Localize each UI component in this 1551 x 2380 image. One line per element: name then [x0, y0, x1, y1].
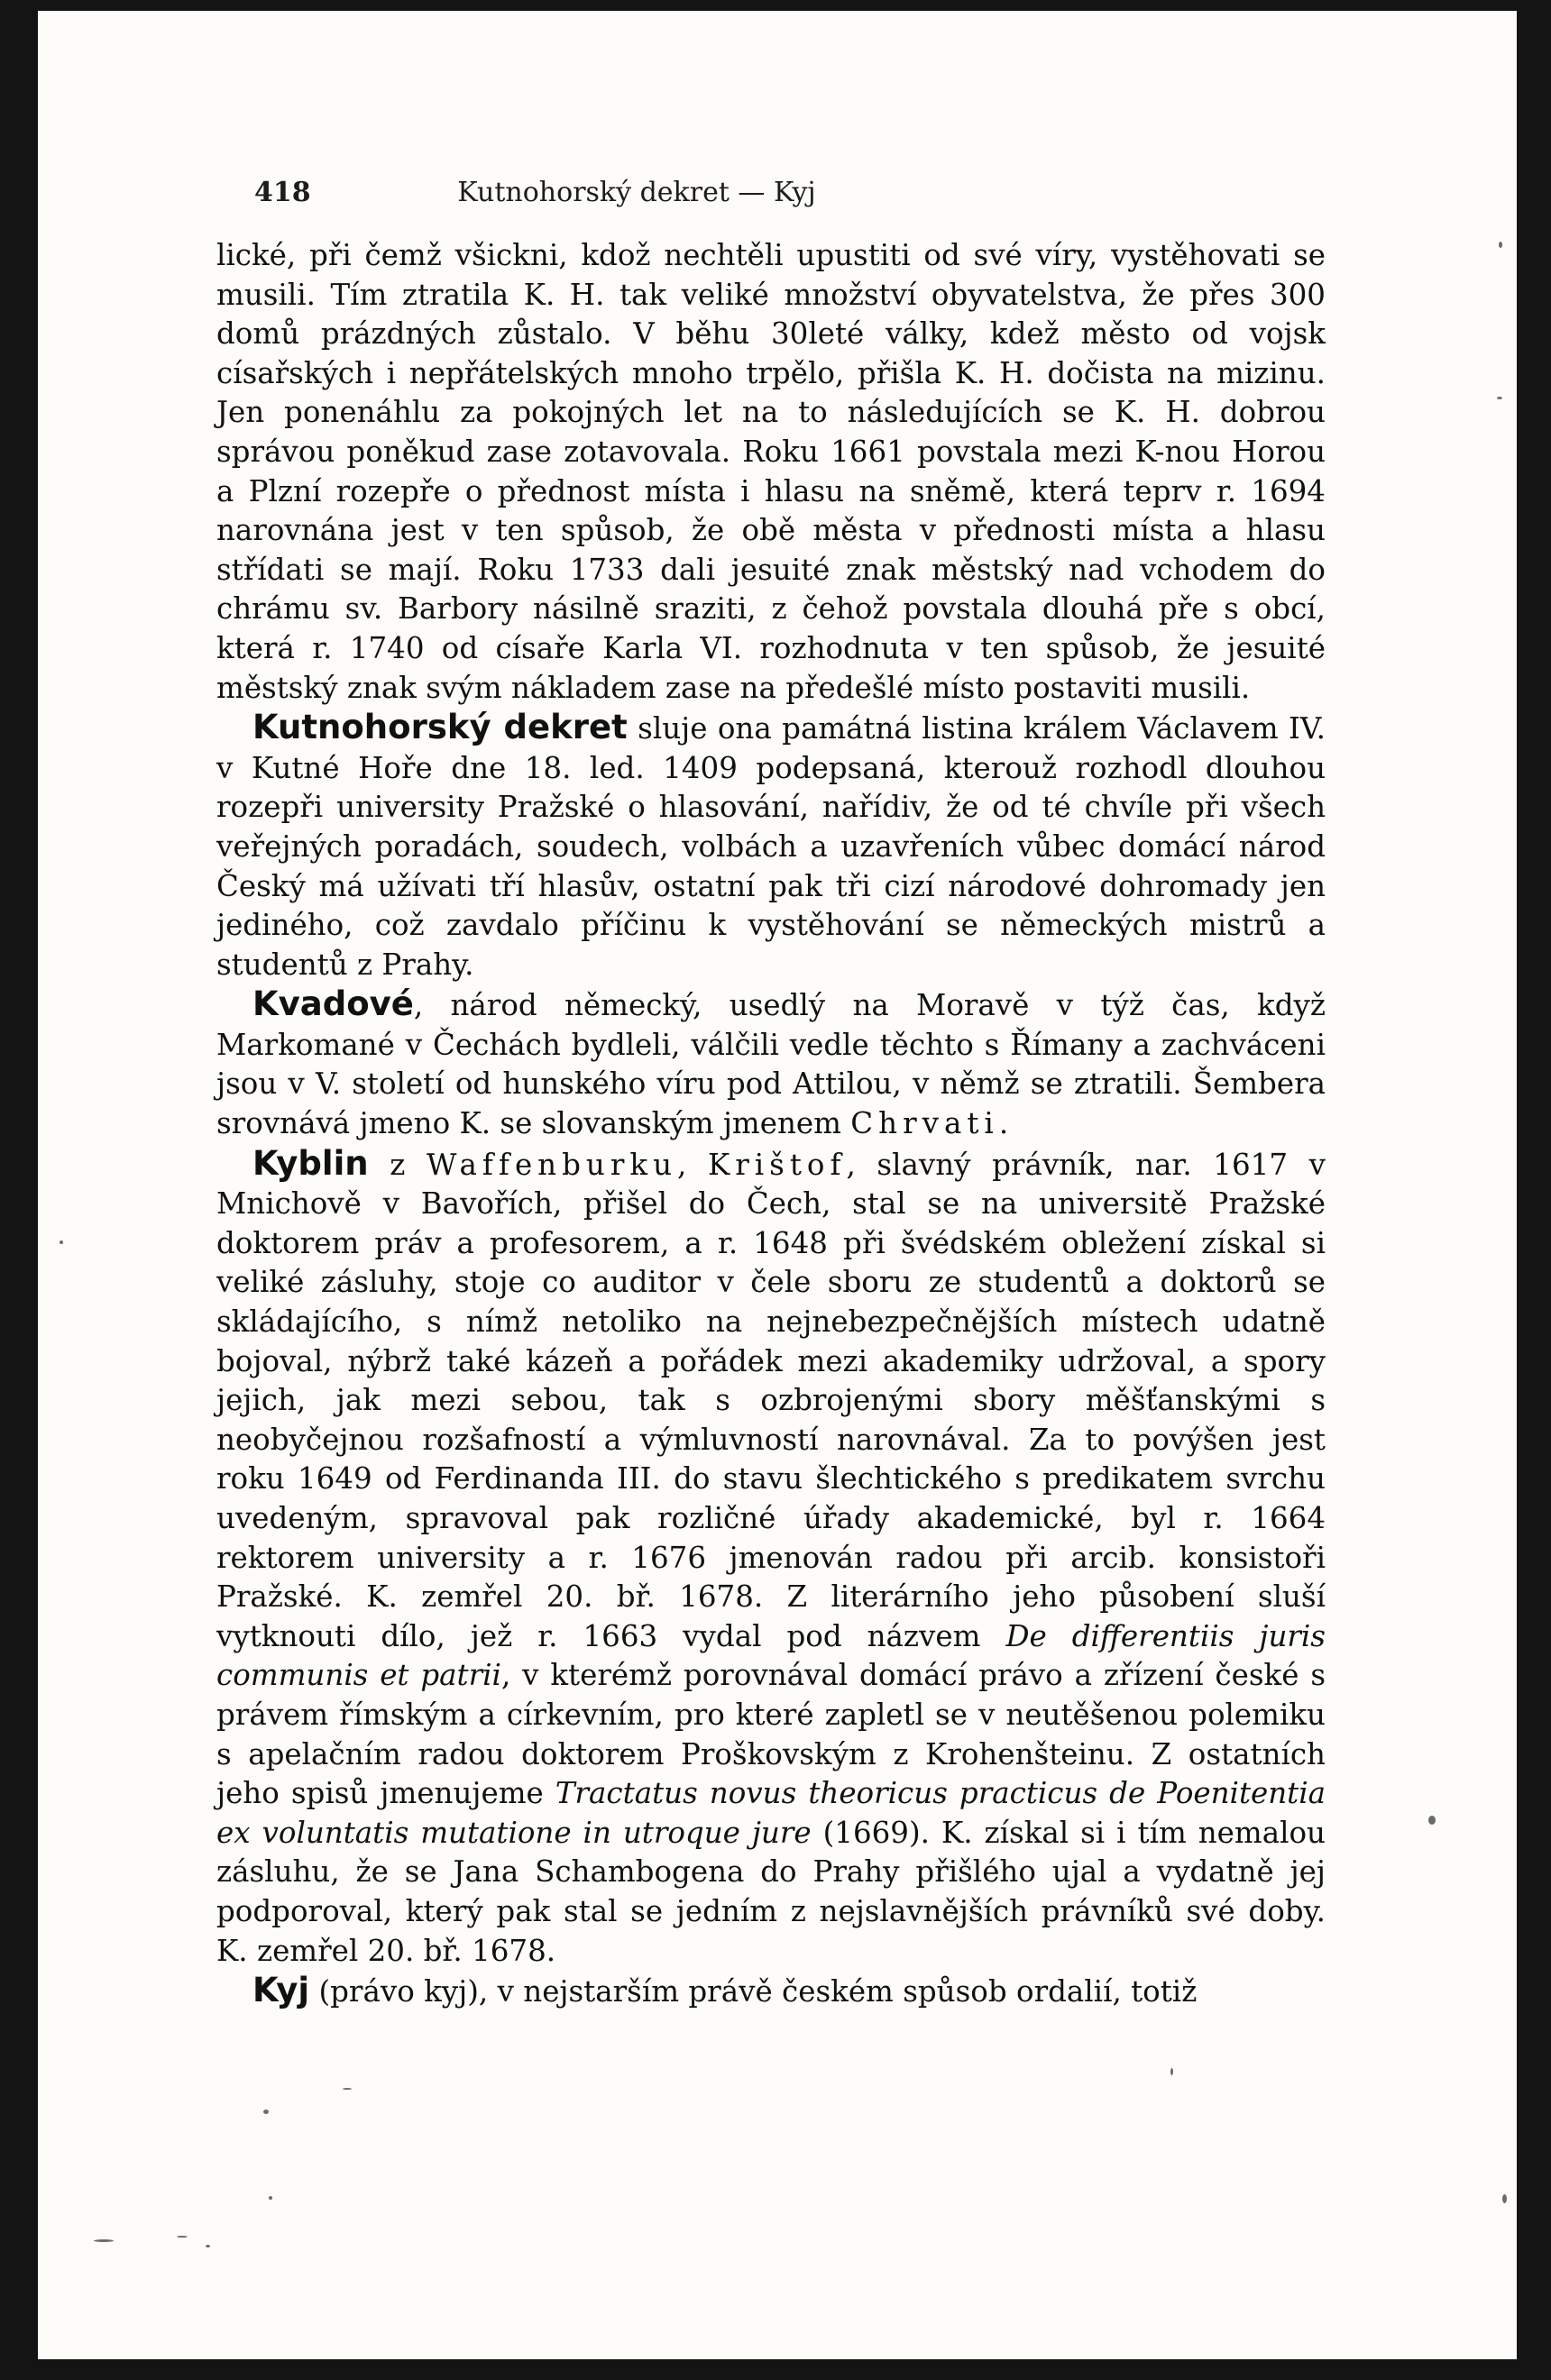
scan-speck [1428, 1816, 1436, 1825]
entry-text: , [677, 1147, 708, 1182]
entry-text: z [368, 1147, 427, 1182]
scan-speck [269, 2196, 272, 2200]
work-title: De differentiis juris communis et patrii [216, 1618, 1326, 1693]
headword: Kutnohorský dekret [252, 708, 628, 747]
scan-speck [1499, 242, 1502, 248]
scan-speck [343, 2088, 352, 2090]
entry-text: (právo kyj), v nejstarším právě českém spůsob ordalií, totiž [309, 1974, 1198, 2009]
page-header [254, 177, 1019, 222]
scan-speck [94, 2239, 114, 2242]
entry-kvadove [216, 984, 1326, 1143]
entry-text: sluje ona památná listina králem Václavem IV. v Kutné Hoře dne 18. led. 1409 podepsaná, kterouž rozhodl dlouhou rozepři university Pražské o hlasování, nařídiv, že od té chvíle při všech veřejných poradách, soudech, volbách a uzavřeních vůbec domácí národ Český má užívati tří hlasův, ostatní pak tři cizí národové dohromady jen jediného, což zavdalo příčinu k vystěhování se německých mistrů a studentů z Prahy. [216, 711, 1326, 982]
headword: Kvadové [252, 984, 414, 1024]
paragraph-text: lické, při čemž všickni, kdož nechtěli upustiti od své víry, vystěhovati se musili. Tím ztratila K. H. tak veliké množství obyvatelstva, že přes 300 domů prázdných zůstalo. V běhu 30leté války, kdež město od vojsk císařských i nepřátelských mnoho trpělo, přišla K. H. dočista na mizinu. Jen ponenáhlu za pokojných let na to následujících se K. H. dobrou správou poněkud zase zotavovala. Roku 1661 povstala mezi K-nou Horou a Plzní rozepře o přednost místa i hlasu na sněmě, která teprv r. 1694 narovnána jest v ten spůsob, že obě města v přednosti místa a hlasu střídati se mají. Roku 1733 dali jesuité znak městský nad vchodem do chrámu sv. Barbory násilně sraziti, z čehož povstala dlouhá pře s obcí, která r. 1740 od císaře Karla VI. rozhodnuta v ten spůsob, že jesuité městský znak svým nákladem zase na předešlé místo postaviti musili. [216, 238, 1326, 705]
entry-kyblin [216, 1144, 1326, 1971]
scan-speck [60, 1240, 63, 1244]
entry-text: , slavný právník, nar. 1617 v Mnichově v Bavořích, přišel do Čech, stal se na universitě Pražské doktorem práv a profesorem, a r. 1648 při švédském obležení získal si veliké zásluhy, stoje co auditor v čele sboru ze studentů a doktorů se skládajícího, s nímž netoliko na nejnebezpečnějších místech udatně bojoval, nýbrž také kázeň a pořádek mezi akademiky udržoval, a spory jejich, jak mezi sebou, tak s ozbrojenými sbory měšťanskými s neobyčejnou rozšafností a výmluvností narovnával. Za to povýšen jest roku 1649 od Ferdinanda III. do stavu šlechtického s predikatem svrchu uvedeným, spravoval pak rozličné úřady akademické, byl r. 1664 rektorem university a r. 1676 jmenován radou při arcib. konsistoři Pražské. K. zemřel 20. bř. 1678. Z literárního jeho působení sluší vytknouti dílo, jež r. 1663 vydal pod názvem [216, 1147, 1326, 1653]
entry-kutnohorsky-dekret [216, 708, 1326, 984]
spaced-name: Waffenburku [426, 1147, 678, 1182]
page-body [216, 236, 1326, 2012]
entry-text: , v kterémž porovnával domácí právo a zřízení české s právem římským a církevním, pro které zapletl se v neutěšenou polemiku s apelačním radou doktorem Proškovským z Krohenšteinu. Z ostatních jeho spisů jmenujeme [216, 1658, 1326, 1811]
scan-speck [177, 2236, 188, 2238]
entry-text: (1669). K. získal si i tím nemalou zásluhu, že se Jana Schambogena do Prahy přišlého ujal a vydatně jej podporoval, který pak stal se jedním z nejslavnějších právníků své doby. K. zemřel 20. bř. 1678. [216, 1815, 1326, 1968]
headword: Kyblin [252, 1143, 369, 1183]
scan-speck [1502, 2194, 1507, 2203]
page-number: 418 [254, 177, 311, 208]
work-title: Tractatus novus theoricus practicus de Poenitentia ex voluntatis mutatione in utroque jure [216, 1776, 1326, 1850]
running-title: Kutnohorský dekret — Kyj [457, 177, 816, 208]
scan-speck [206, 2245, 210, 2247]
entry-text: , národ německý, usedlý na Moravě v týž čas, když Markomané v Čechách bydleli, válčili vedle těchto s Římany a zachváceni jsou v V. století od hunského víru pod Attilou, v němž se ztratili. Šembera srovnává jmeno K. se slovanským jmenem [216, 988, 1326, 1141]
continued-paragraph [216, 236, 1326, 708]
spaced-name: Chrvati [850, 1106, 999, 1141]
spaced-name: Krištof [707, 1147, 847, 1182]
headword: Kyj [252, 1971, 310, 2010]
scan-speck [263, 2110, 269, 2114]
entry-text: . [998, 1106, 1009, 1141]
scan-speck [1497, 397, 1502, 399]
entry-kyj [216, 1971, 1326, 2012]
scan-speck [1170, 2068, 1173, 2075]
